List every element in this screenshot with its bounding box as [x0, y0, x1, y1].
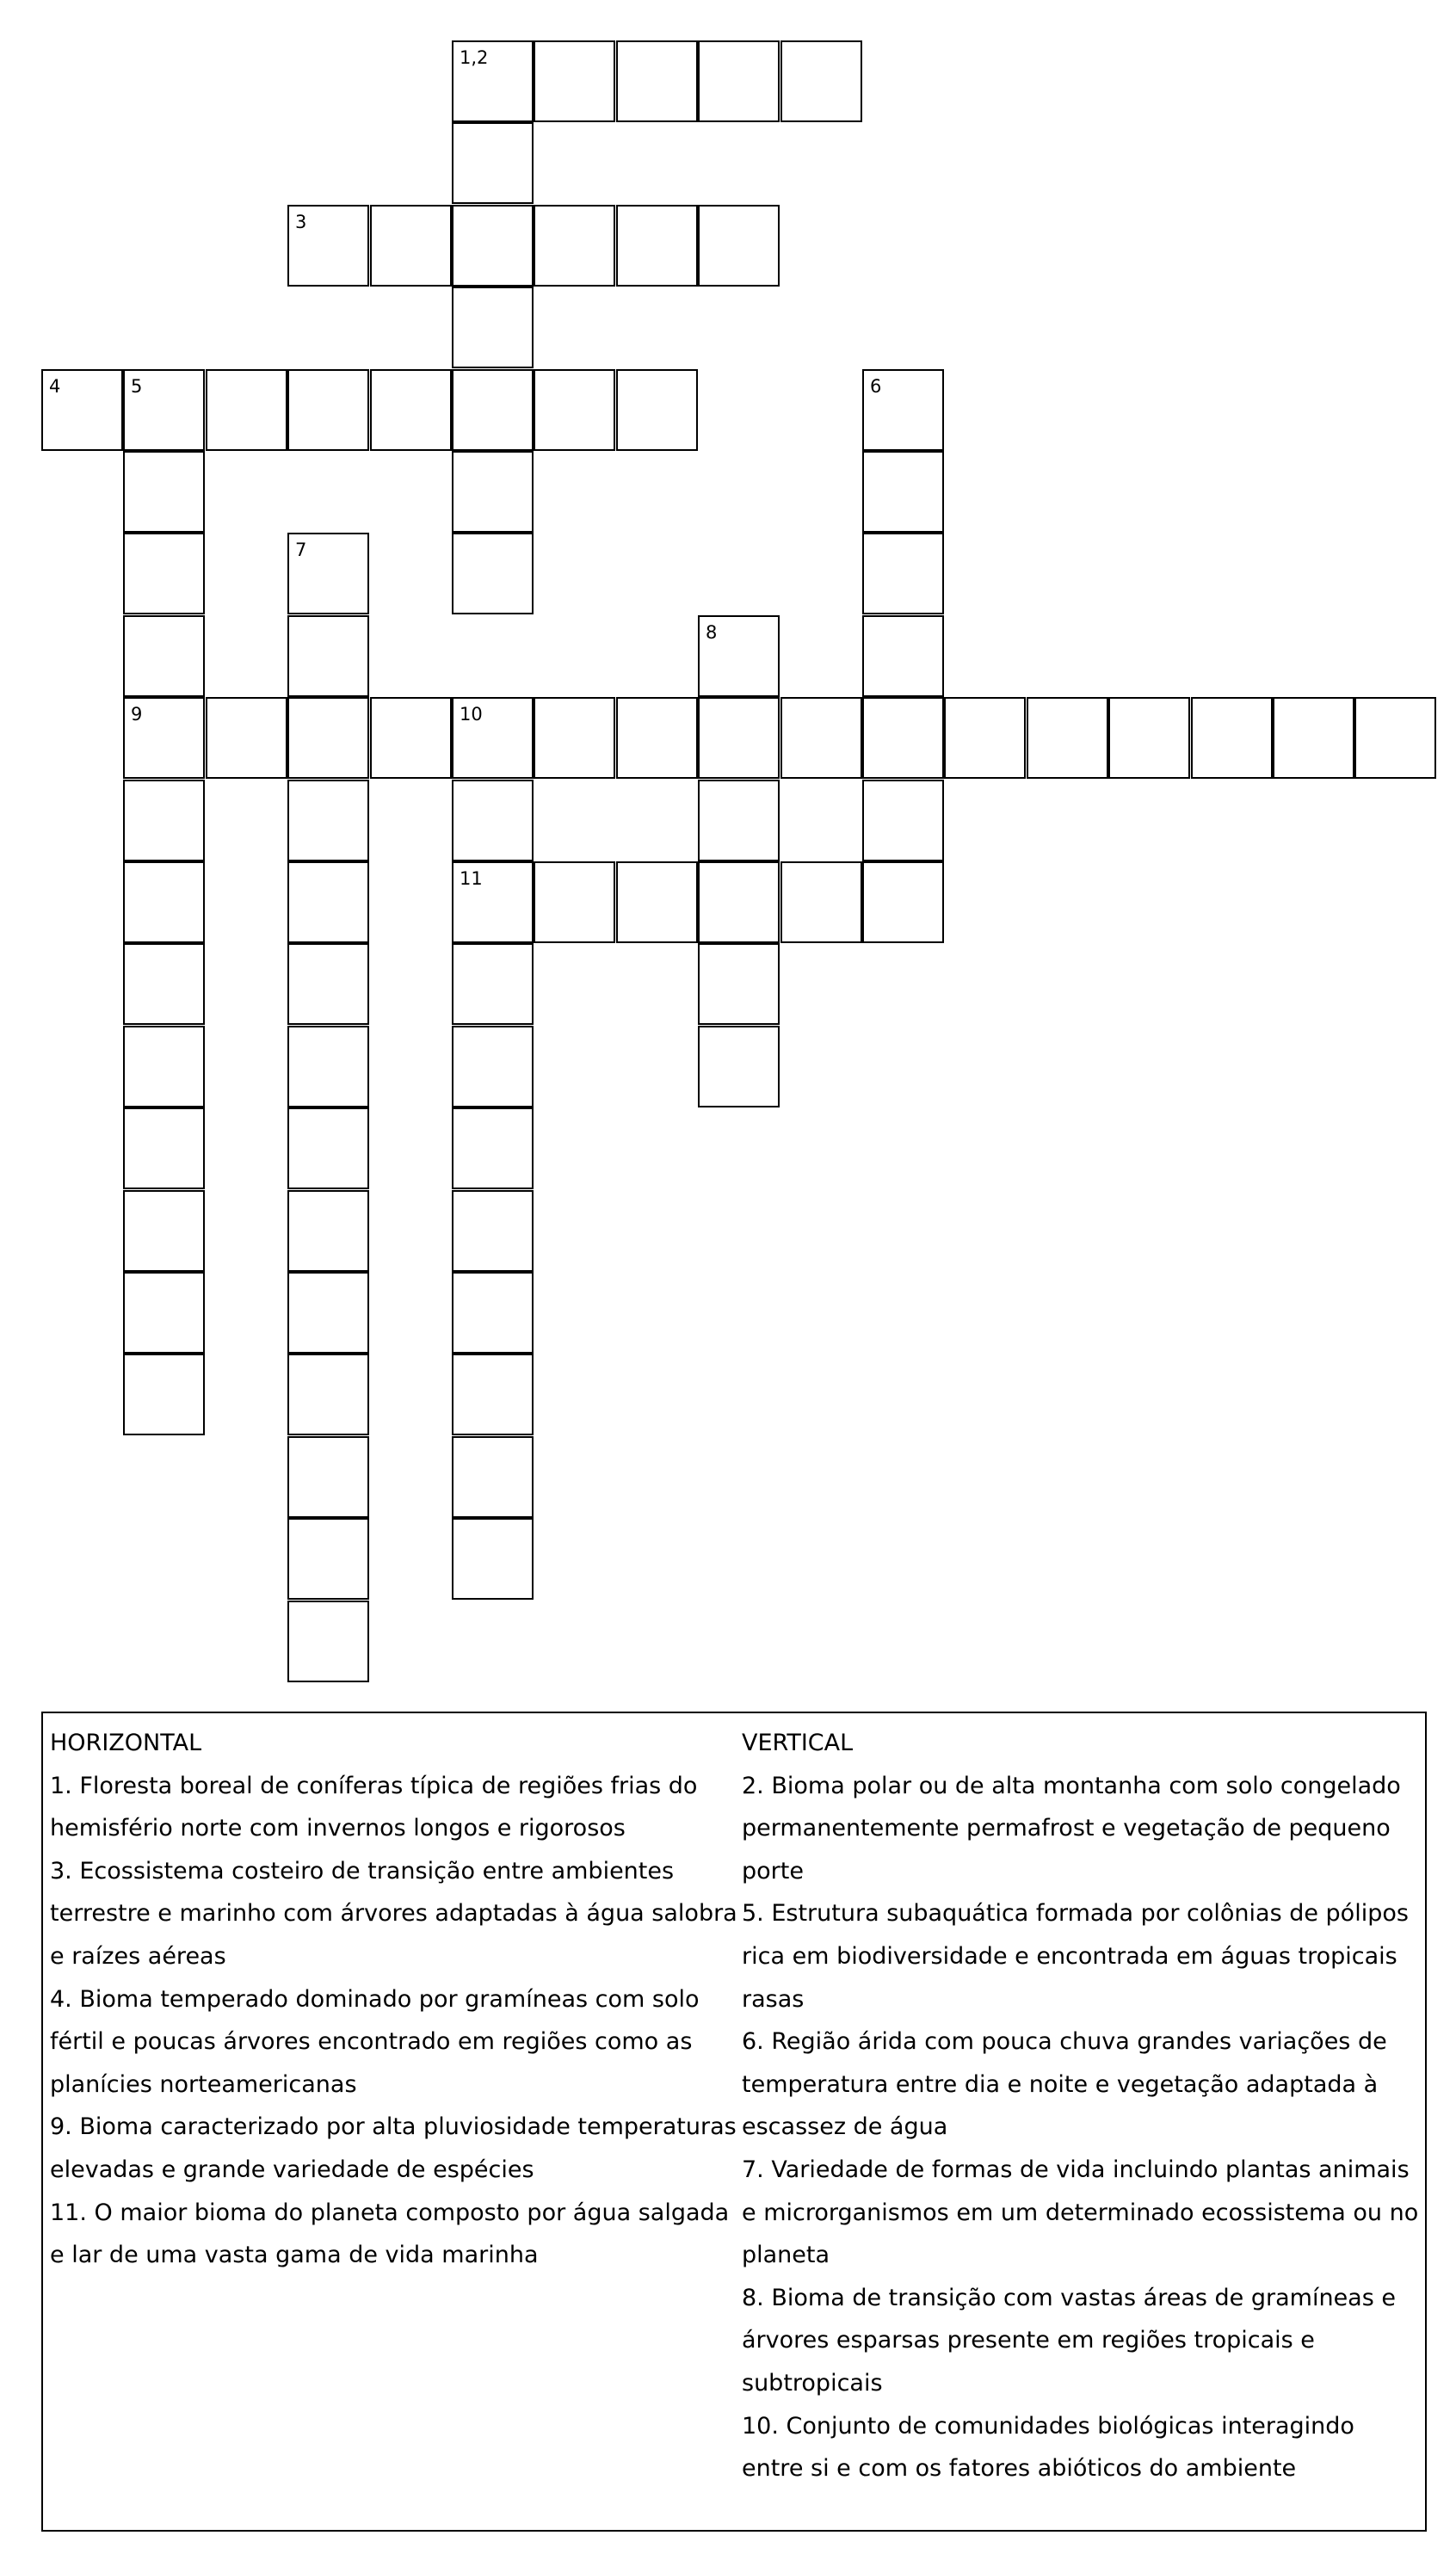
grid-cell[interactable] — [287, 1354, 369, 1435]
grid-cell[interactable] — [452, 451, 534, 533]
grid-cell[interactable] — [123, 533, 205, 614]
vertical-clues — [742, 1722, 1422, 2490]
clue-vertical-2: 2. Bioma polar ou de alta montanha com solo congelado permanentemente permafrost e vegetação de pequeno porte — [742, 1772, 1401, 1885]
clue-vertical-8: 8. Bioma de transição com vastas áreas de gramíneas e árvores esparsas presente em regiões tropicais e subtropicais — [742, 2284, 1396, 2397]
grid-cell[interactable] — [370, 205, 452, 287]
grid-cell[interactable] — [534, 205, 615, 287]
grid-cell[interactable] — [370, 697, 452, 779]
cell-number: 5 — [131, 376, 143, 397]
clue-horizontal-11: 11. O maior bioma do planeta composto por água salgada e lar de uma vasta gama de vida marinha — [50, 2199, 730, 2269]
grid-cell[interactable] — [780, 861, 862, 943]
cell-number: 10 — [460, 704, 483, 725]
clue-horizontal-9: 9. Bioma caracterizado por alta pluviosidade temperaturas elevadas e grande variedade de espécies — [50, 2113, 737, 2183]
grid-cell[interactable] — [287, 1272, 369, 1354]
grid-cell[interactable] — [616, 40, 698, 122]
grid-cell[interactable] — [287, 943, 369, 1025]
clue-vertical-7: 7. Variedade de formas de vida incluindo plantas animais e microrganismos em um determinado ecossistema ou no planeta — [742, 2156, 1419, 2269]
horizontal-clues — [50, 1722, 738, 2277]
cell-number: 8 — [706, 622, 718, 643]
grid-cell[interactable] — [287, 861, 369, 943]
grid-cell[interactable] — [123, 1107, 205, 1189]
grid-cell[interactable] — [452, 287, 534, 368]
grid-cell[interactable] — [452, 1272, 534, 1354]
grid-cell[interactable] — [780, 697, 862, 779]
grid-cell[interactable] — [944, 697, 1026, 779]
clue-horizontal-3: 3. Ecossistema costeiro de transição entre ambientes terrestre e marinho com árvores adaptadas à água salobra e raízes aéreas — [50, 1857, 737, 1970]
grid-cell[interactable] — [206, 369, 287, 451]
grid-cell[interactable] — [862, 533, 944, 614]
grid-cell[interactable] — [370, 369, 452, 451]
grid-cell[interactable] — [452, 1518, 534, 1600]
grid-cell[interactable] — [452, 1436, 534, 1518]
grid-cell[interactable] — [123, 697, 205, 779]
clue-horizontal-4: 4. Bioma temperado dominado por gramíneas com solo fértil e poucas árvores encontrado em regiões como as planícies norteamericanas — [50, 1985, 700, 2098]
clue-horizontal-1: 1. Floresta boreal de coníferas típica de regiões frias do hemisfério norte com invernos longos e rigorosos — [50, 1772, 698, 1842]
grid-cell[interactable] — [287, 369, 369, 451]
grid-cell[interactable] — [287, 697, 369, 779]
grid-cell[interactable] — [452, 697, 534, 779]
grid-cell[interactable] — [123, 369, 205, 451]
grid-cell[interactable] — [862, 861, 944, 943]
grid-cell[interactable] — [452, 1026, 534, 1107]
grid-cell[interactable] — [1273, 697, 1354, 779]
grid-cell[interactable] — [452, 943, 534, 1025]
grid-cell[interactable] — [698, 205, 780, 287]
grid-cell[interactable] — [287, 1107, 369, 1189]
grid-cell[interactable] — [206, 697, 287, 779]
grid-cell[interactable] — [452, 40, 534, 122]
clue-vertical-10: 10. Conjunto de comunidades biológicas interagindo entre si e com os fatores abióticos do ambiente — [742, 2412, 1354, 2483]
vertical-heading: VERTICAL — [742, 1730, 854, 1756]
cell-number: 11 — [460, 868, 483, 889]
cell-number: 6 — [870, 376, 882, 397]
grid-cell[interactable] — [287, 205, 369, 287]
grid-cell[interactable] — [862, 451, 944, 533]
cell-number: 9 — [131, 704, 143, 725]
grid-cell[interactable] — [698, 780, 780, 861]
grid-cell[interactable] — [698, 1026, 780, 1107]
grid-cell[interactable] — [862, 697, 944, 779]
clues-box — [41, 1712, 1427, 2532]
grid-cell[interactable] — [287, 533, 369, 614]
grid-cell[interactable] — [123, 615, 205, 697]
clue-vertical-5: 5. Estrutura subaquática formada por colônias de pólipos rica em biodiversidade e encontrada em águas tropicais rasas — [742, 1900, 1409, 2013]
grid-cell[interactable] — [123, 861, 205, 943]
grid-cell[interactable] — [698, 697, 780, 779]
grid-cell[interactable] — [123, 1026, 205, 1107]
grid-cell[interactable] — [287, 1518, 369, 1600]
grid-cell[interactable] — [698, 943, 780, 1025]
grid-cell[interactable] — [1191, 697, 1273, 779]
cell-number: 4 — [49, 376, 61, 397]
grid-cell[interactable] — [1108, 697, 1190, 779]
grid-cell[interactable] — [862, 615, 944, 697]
clue-vertical-6: 6. Região árida com pouca chuva grandes variações de temperatura entre dia e noite e vegetação adaptada à escassez de água — [742, 2028, 1387, 2141]
grid-cell[interactable] — [698, 615, 780, 697]
grid-cell[interactable] — [123, 451, 205, 533]
grid-cell[interactable] — [452, 205, 534, 287]
grid-cell[interactable] — [287, 615, 369, 697]
grid-cell[interactable] — [534, 369, 615, 451]
grid-cell[interactable] — [123, 943, 205, 1025]
cell-number: 7 — [295, 540, 307, 560]
grid-cell[interactable] — [287, 1436, 369, 1518]
grid-cell[interactable] — [534, 697, 615, 779]
grid-cell[interactable] — [862, 369, 944, 451]
cell-number: 3 — [295, 212, 307, 232]
grid-cell[interactable] — [287, 780, 369, 861]
grid-cell[interactable] — [862, 780, 944, 861]
grid-cell[interactable] — [698, 861, 780, 943]
grid-cell[interactable] — [616, 861, 698, 943]
grid-cell[interactable] — [452, 369, 534, 451]
grid-cell[interactable] — [452, 1190, 534, 1272]
grid-cell[interactable] — [698, 40, 780, 122]
grid-cell[interactable] — [616, 205, 698, 287]
grid-cell[interactable] — [452, 122, 534, 204]
grid-cell[interactable] — [534, 40, 615, 122]
horizontal-heading: HORIZONTAL — [50, 1730, 202, 1756]
grid-cell[interactable] — [123, 1272, 205, 1354]
grid-cell[interactable] — [534, 861, 615, 943]
grid-cell[interactable] — [780, 40, 862, 122]
cell-number: 1,2 — [460, 47, 489, 68]
grid-cell[interactable] — [452, 1354, 534, 1435]
grid-cell[interactable] — [287, 1601, 369, 1682]
grid-cell[interactable] — [616, 697, 698, 779]
grid-cell[interactable] — [123, 1190, 205, 1272]
grid-cell[interactable] — [452, 533, 534, 614]
grid-cell[interactable] — [287, 1026, 369, 1107]
grid-cell[interactable] — [1354, 697, 1436, 779]
grid-cell[interactable] — [452, 780, 534, 861]
grid-cell[interactable] — [452, 1107, 534, 1189]
grid-cell[interactable] — [287, 1190, 369, 1272]
grid-cell[interactable] — [452, 861, 534, 943]
grid-cell[interactable] — [41, 369, 123, 451]
grid-cell[interactable] — [616, 369, 698, 451]
grid-cell[interactable] — [123, 1354, 205, 1435]
grid-cell[interactable] — [123, 780, 205, 861]
grid-cell[interactable] — [1027, 697, 1108, 779]
